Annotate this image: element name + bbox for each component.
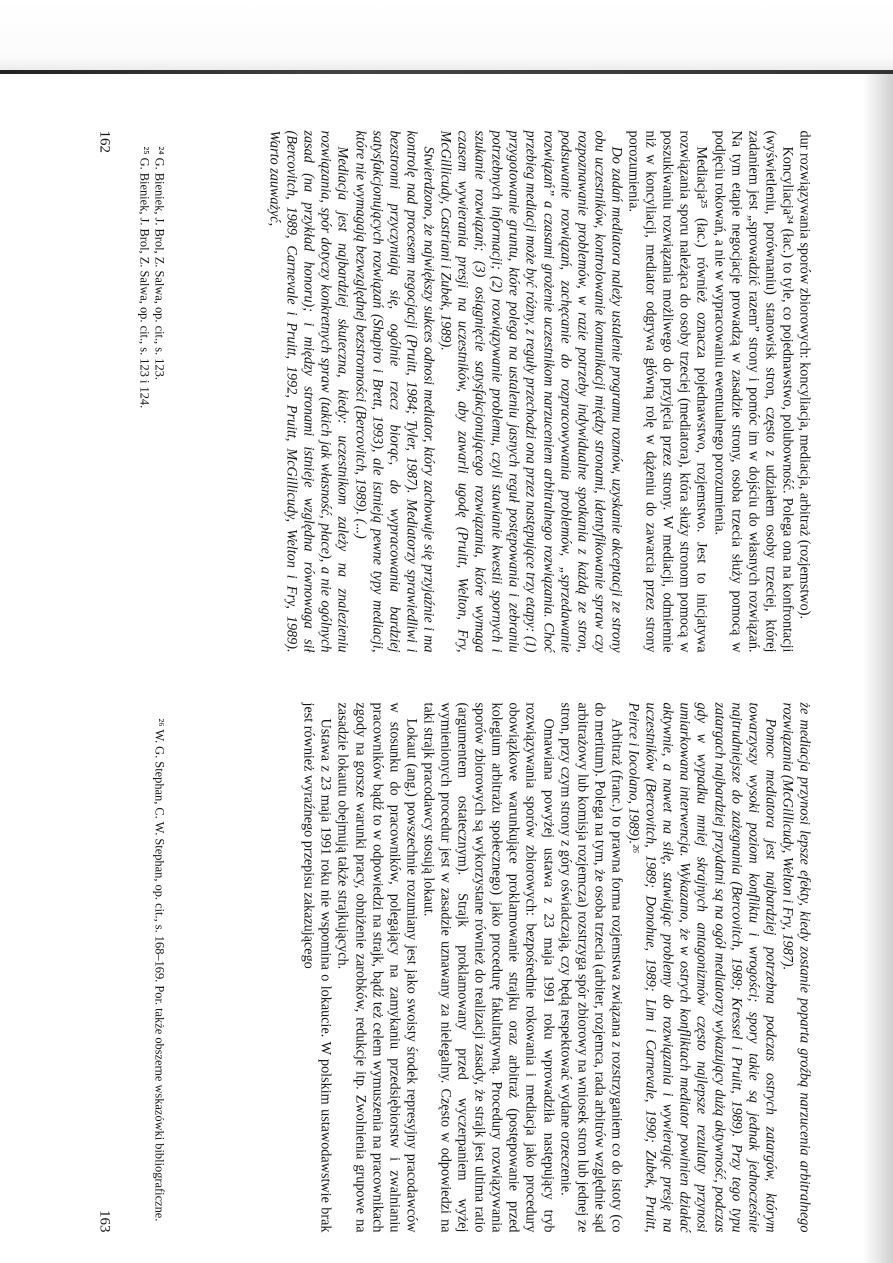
left-body [266,131,813,653]
paragraph: Mediacja jest najbardziej skuteczna, kiedy: uczestnikom zależy na znalezieniu rozwiązania, spór dotyczy konkretnych spraw (takich jak własność, płace), a nie ogólnych zasad (na przykład honoru); i między stronami istnieje względna równowaga sił (Bercovitch, 1989, Carnevale i Pruitt, 1992, Pruitt, McGillicudy, Welton i Fry, 1989). Warto zauważyć, [266,130,351,653]
footnotes [137,131,167,653]
paragraph: Do zadań mediatora należy ustalenie programu rozmów, uzyskanie akceptacji ze strony obu uczestników, kontrolowanie komunikacji między stronami, identyfikowanie spraw czy rozpoznawanie problemów, w razie potrzeby indywidualne spotkania z każdą ze stron, podsuwanie rozwiązań, zachęcanie do rozpracowywania problemów, „sprzedawanie rozwiązań” a czasami grożenie uczestnikom narzuceniem arbitralnego rozwiązania. Choć przebieg mediacji może być różny, z reguły przechodzi ona przez następujące trzy etapy: (1) przygotowanie gruntu, które polega na ustaleniu jasnych reguł postępowania i zebraniu potrzebnych informacji; (2) rozwiązywanie problemu, czyli stawianie kwestii spornych i szukanie rozwiązań; (3) osiągnięcie satysfakcjonującego rozwiązania, które wymaga czasem wywierania presji na uczestników, aby zawarli ugodę (Pruitt, Welton, Fry, McGillicudy, Castriani i Zubek, 1989). [437,130,625,653]
page-number: 163 [96,1210,113,1233]
right-body [300,703,813,1233]
footnote: ²⁴ G. Bieniek, J. Brol, Z. Salwa, op. cit., s. 123. [152,146,167,380]
paragraph: Ustawa z 23 maja 1991 roku nie wspomina o lokaucie. W polskim ustawodawstwie brak jest również wyraźnego przepisu zakazującego [300,702,334,1233]
footnote: ²⁵ G. Bieniek, J. Brol, Z. Salwa, op. cit., s. 123 i 124. [137,146,152,409]
paragraph: że mediacja przynosi lepsze efekty, kiedy zostanie poparta groźbą narzucenia arbitralnego rozwiązania (McGillicudy, Welton i Fry, 1987). [779,702,813,1233]
paragraph: Omawiana powyżej ustawa z 23 maja 1991 roku wprowadziła następujący tryb rozwiązywania sporów zbiorowych: bezpośrednie rokowania i mediacja jako procedury obowiązkowe warunkujące proklamowanie strajku oraz arbitraż (postępowanie przed kolegium arbitrażu społecznego) jako procedurę fakultatywną. Procedury rozwiązywania sporów zbiorowych są wykorzystane również do realizacji zasady, że strajk jest ultima ratio (argumentem ostatecznym). Strajk proklamowany przed wyczerpaniem wyżej wymienionych procedur jest w zasadzie uznawany za nielegalny. Często w odpowiedzi na taki strajk pracodawcy stosują lokaut. [420,702,557,1233]
paragraph: Pomoc mediatora jest najbardziej potrzebna podczas ostrych zatargów, którym towarzyszy wysoki poziom konfliktu i wrogości; spory takie są jednak jednocześnie najtrudniejsze do zażegnania (Bercovitch, 1989; Kressel i Pruitt, 1989). Przy tego typu zatargach najbardziej przydatni są na ogół mediatorzy wykazujący dużą aktywność, podczas gdy w wypadku mniej skrajnych antagonizmów często najlepsze rezultaty przynosi umiarkowana interwencja. Wykazano, że w ostrych konfliktach mediator powinien działać aktywnie, a nawet na siłę, stawiając problemy do rozwiązania i wywierając presję na uczestników (Bercovitch, 1989; Donohue, 1989; Lim i Carnevale, 1990; Zubek, Pruitt, Peirce i Iocolano, 1989).²⁶ [625,702,779,1233]
page-number: 162 [96,130,113,153]
page-163 [81,703,813,1233]
paragraph: Arbitraż (franc.) to prawna forma rozjemstwa związana z rozstrzyganiem co do istoty (co do meritum). Polega na tym, że osoba trzecia (arbiter, rozjemca, rada arbitrów względnie sąd arbitrażowy lub komisja rozjemcza) rozstrzyga spór zbiorowy na wniosek stron lub jednej ze stron, przy czym strony z góry oświadczają, czy będą respektować wydane orzeczenie. [557,702,625,1233]
footnotes [152,703,167,1233]
scan-right-shadow [863,74,893,1263]
footnote: ²⁶ W. G. Stephan, C. W. Stephan, op. cit., s. 168–169. Por. także obszerne wskazówki bibliograficzne. [152,718,167,1222]
paragraph: Mediacja²⁵ (łac.) również oznacza pojednawstwo, rozjemstwo. Jest to inicjatywa rozwiązania sporu należąca do osoby trzeciej (mediatora), która służy stronom pomocą w poszukiwaniu rozwiązania możliwego do przyjęcia przez strony. W mediacji, odmiennie niż w koncyliacji, mediator odgrywa główną rolę w dążeniu do zawarcia przez strony porozumienia. [625,130,710,653]
paragraph: Stwierdzono, że największy sukces odnosi mediator, który zachowuje się przyjaźnie i ma kontrolę nad procesem negocjacji (Pruitt, 1984; Tyler, 1987). Mediatorzy sprawiedliwi i bezstronni przyczyniają się, ogólnie rzecz biorąc, do wypracowania bardziej satysfakcjonujących rozwiązań (Shapiro i Brett, 1993), ale istnieją pewne typy mediacji, które nie wymagają bezwzględnej bezstronności (Bercovitch, 1989). (...) [352,130,437,653]
scan-top-margin [0,0,893,72]
scan-edge-line [0,70,893,74]
paragraph: Koncyliacja²⁴ (łac.) to tyle, co pojednawstwo, polubowność. Polega ona na konfrontacji (wyświetleniu, porównaniu) stanowisk stron, często z udziałem osoby trzeciej, której zadaniem jest „sprowadzić razem” strony i pomóc im w dojściu do własnych rozwiązań. Na tym etapie negocjacje prowadzą w zasadzie strony, osoba trzecia służy pomocą w podjęciu rokowań, a nie w wypracowaniu ewentualnego porozumienia. [711,130,796,653]
book-spread [81,131,813,1236]
paragraph: dur rozwiązywania sporów zbiorowych: koncyliacja, mediacja, arbitraż (rozjemstwo). [796,130,813,619]
paragraph: Lokaut (ang.) powszechnie rozumiany jest jako swoisty środek represyjny pracodawców w stosunku do pracowników, polegający na zamykaniu przedsiębiorstw i zwalnianiu pracowników bądź to w odpowiedzi na strajk, bądź też celem wymuszenia na pracownikach zgody na gorsze warunki pracy, obniżenie zarobków, redukcje itp. Zwolnienia grupowe na zasadzie lokautu obejmują także strajkujących. [334,702,420,1233]
page-162 [81,131,813,653]
